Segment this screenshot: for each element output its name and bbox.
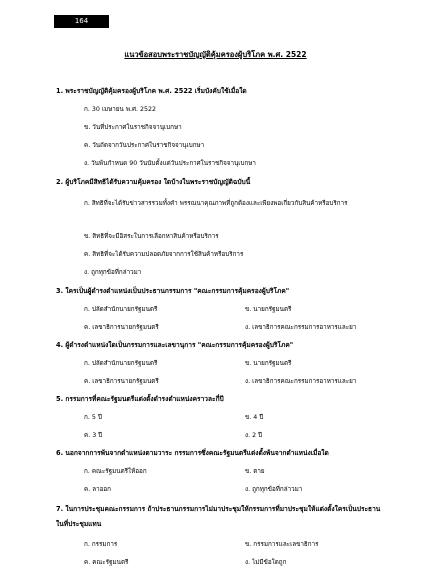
q3-option-b: ข. นายกรัฐมนตรี [245,306,292,313]
q6-option-c: ค. ลาออก [84,486,111,493]
q2-option-c: ค. สิทธิที่จะได้รับความปลอดภัยจากการใช้สินค้าหรือบริการ [84,251,244,258]
q4-option-a: ก. ปลัดสำนักนายกรัฐมนตรี [84,360,158,367]
q7-option-d: ง. ไม่มีข้อใดถูก [245,559,287,566]
q6-option-a: ก. คณะรัฐมนตรีให้ออก [84,468,147,475]
q1-option-d: ง. วันพ้นกำหนด 90 วันนับตั้งแต่วันประกาศในราชกิจจานุเบกษา [84,160,256,167]
q2-option-a-text: ก. สิทธิที่จะได้รับข่าวสารรวมทั้งคำ พรรณนาคุณภาพที่ถูกต้องและเพียงพอเกี่ยวกับสินค้าหรือบริการ [84,200,348,207]
q7-option-c: ค. คณะรัฐมนตรี [84,559,129,566]
q3-option-a: ก. ปลัดสำนักนายกรัฐมนตรี [84,306,158,313]
q2-option-d: ง. ถูกทุกข้อที่กล่าวมา [84,269,142,276]
question-6: 6. นอกจากการพ้นจากตำแหน่งตามวาระ กรรมการซึ่งคณะรัฐมนตรีแต่งตั้งพ้นจากตำแหน่งเมื่อใด [56,449,329,457]
q1-option-b: ข. วันที่ประกาศในราชกิจจานุเบกษา [84,124,182,131]
q1-option-a: ก. 30 เมษายน พ.ศ. 2522 [84,106,156,113]
q6-option-b: ข. ตาย [245,468,265,475]
document-title: แนวข้อสอบพระราชบัญญัติคุ้มครองผู้บริโภค พ.ศ. 2522 [124,50,307,59]
q2-option-b: ข. สิทธิที่จะมีอิสระในการเลือกหาสินค้าหรือบริการ [84,233,219,240]
q4-option-b: ข. นายกรัฐมนตรี [245,360,292,367]
question-5: 5. กรรมการที่คณะรัฐมนตรีแต่งตั้งดำรงตำแหน่งคราวละกี่ปี [56,395,224,403]
q7-option-b: ข. กรรมการและเลขาธิการ [245,541,319,548]
q4-option-c: ค. เลขาธิการนายกรัฐมนตรี [84,378,159,385]
q2-option-a [84,195,384,213]
q5-option-c: ค. 3 ปี [84,432,103,439]
question-7: 7. ในการประชุมคณะกรรมการ ถ้าประธานกรรมการไม่มาประชุมให้กรรมการที่มาประชุมให้แต่งตั้งใครเป็นประธานในที่ประชุมแทน [56,505,381,528]
q6-option-d: ง. ถูกทุกข้อที่กล่าวมา [245,486,303,493]
q1-option-c: ค. วันถัดจากวันประกาศในราชกิจจานุเบกษา [84,142,205,149]
q3-option-c: ค. เลขาธิการนายกรัฐมนตรี [84,324,159,331]
q7-option-a: ก. กรรมการ [84,541,118,548]
q3-option-d: ง. เลขาธิการคณะกรรมการอาหารและยา [245,324,357,331]
question-1: 1. พระราชบัญญัติคุ้มครองผู้บริโภค พ.ศ. 2522 เริ่มบังคับใช้เมื่อใด [56,87,247,95]
question-4: 4. ผู้ดำรงตำแหน่งใดเป็นกรรมการและเลขานุการ "คณะกรรมการคุ้มครองผู้บริโภค" [56,341,294,349]
question-3: 3. ใครเป็นผู้ดำรงตำแหน่งเป็นประธานกรรมการ "คณะกรรมการคุ้มครองผู้บริโภค" [56,287,290,295]
q5-option-b: ข. 4 ปี [245,414,264,421]
q5-option-d: ง. 2 ปี [245,432,263,439]
page-number-badge: 164 [54,15,109,28]
q5-option-a: ก. 5 ปี [84,414,102,421]
question-2: 2. ผู้บริโภคมีสิทธิได้รับความคุ้มครอง ใดบ้างในพระราชบัญญัติฉบับนี้ [56,178,251,186]
q4-option-d: ง. เลขาธิการคณะกรรมการอาหารและยา [245,378,357,385]
